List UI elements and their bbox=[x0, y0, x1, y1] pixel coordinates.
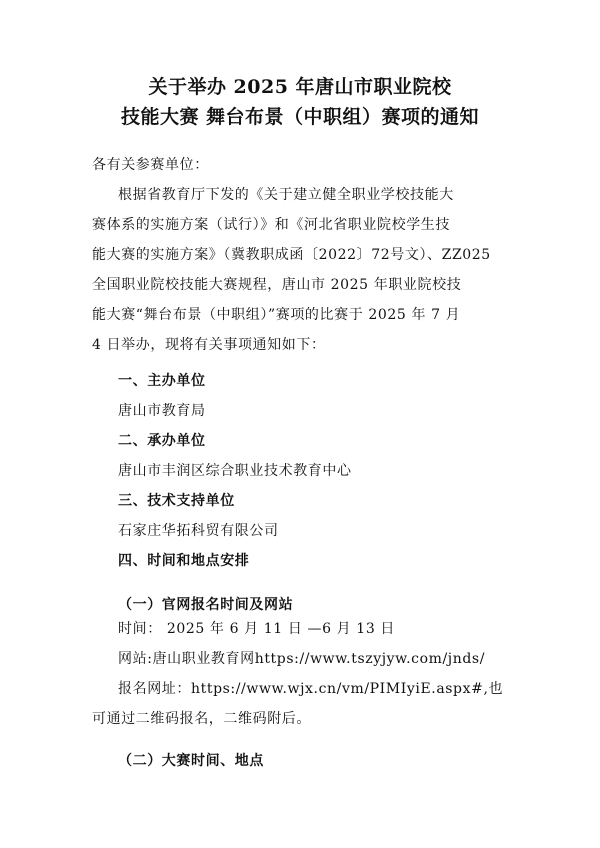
section-body-host: 唐山市丰润区综合职业技术教育中心 bbox=[118, 463, 352, 479]
salutation: 各有关参赛单位： bbox=[92, 157, 209, 173]
document-title-line-2: 技能大赛 舞台布景（中职组）赛项的通知 bbox=[120, 106, 480, 128]
subsection-heading-competition: （二）大赛时间、地点 bbox=[118, 753, 264, 769]
section-heading-time-location: 四、时间和地点安排 bbox=[118, 553, 250, 569]
registration-qr-note: 可通过二维码报名，二维码附后。 bbox=[92, 711, 311, 727]
intro-line: 能大赛“舞台布景（中职组）”赛项的比赛于 2025 年 7 月 bbox=[92, 307, 461, 323]
intro-line: 赛体系的实施方案（试行）》和《河北省职业院校学生技 bbox=[92, 217, 450, 233]
intro-line: 4 日举办，现将有关事项通知如下： bbox=[92, 337, 326, 353]
section-heading-organizer: 一、主办单位 bbox=[118, 373, 206, 389]
document-title-line-1: 关于举办 2025 年唐山市职业院校 bbox=[148, 76, 452, 98]
section-heading-host: 二、承办单位 bbox=[118, 433, 206, 449]
registration-time: 时间： 2025 年 6 月 11 日 —6 月 13 日 bbox=[118, 621, 395, 637]
section-heading-tech-support: 三、技术支持单位 bbox=[118, 493, 235, 509]
intro-line: 全国职业院校技能大赛规程，唐山市 2025 年职业院校技 bbox=[92, 277, 462, 293]
section-body-organizer: 唐山市教育局 bbox=[118, 403, 206, 419]
registration-signup-url: 报名网址：https://www.wjx.cn/vm/PIMIyiE.aspx#,也 bbox=[118, 681, 504, 697]
intro-line: 能大赛的实施方案》（冀教职成函〔2022〕72号文）、ZZ025 bbox=[92, 247, 491, 263]
intro-line: 根据省教育厅下发的《关于建立健全职业学校技能大 bbox=[118, 187, 454, 203]
registration-website: 网站:唐山职业教育网https://www.tszyjyw.com/jnds/ bbox=[118, 651, 486, 667]
section-body-tech-support: 石家庄华拓科贸有限公司 bbox=[118, 523, 279, 539]
subsection-heading-registration: （一）官网报名时间及网站 bbox=[118, 597, 294, 613]
